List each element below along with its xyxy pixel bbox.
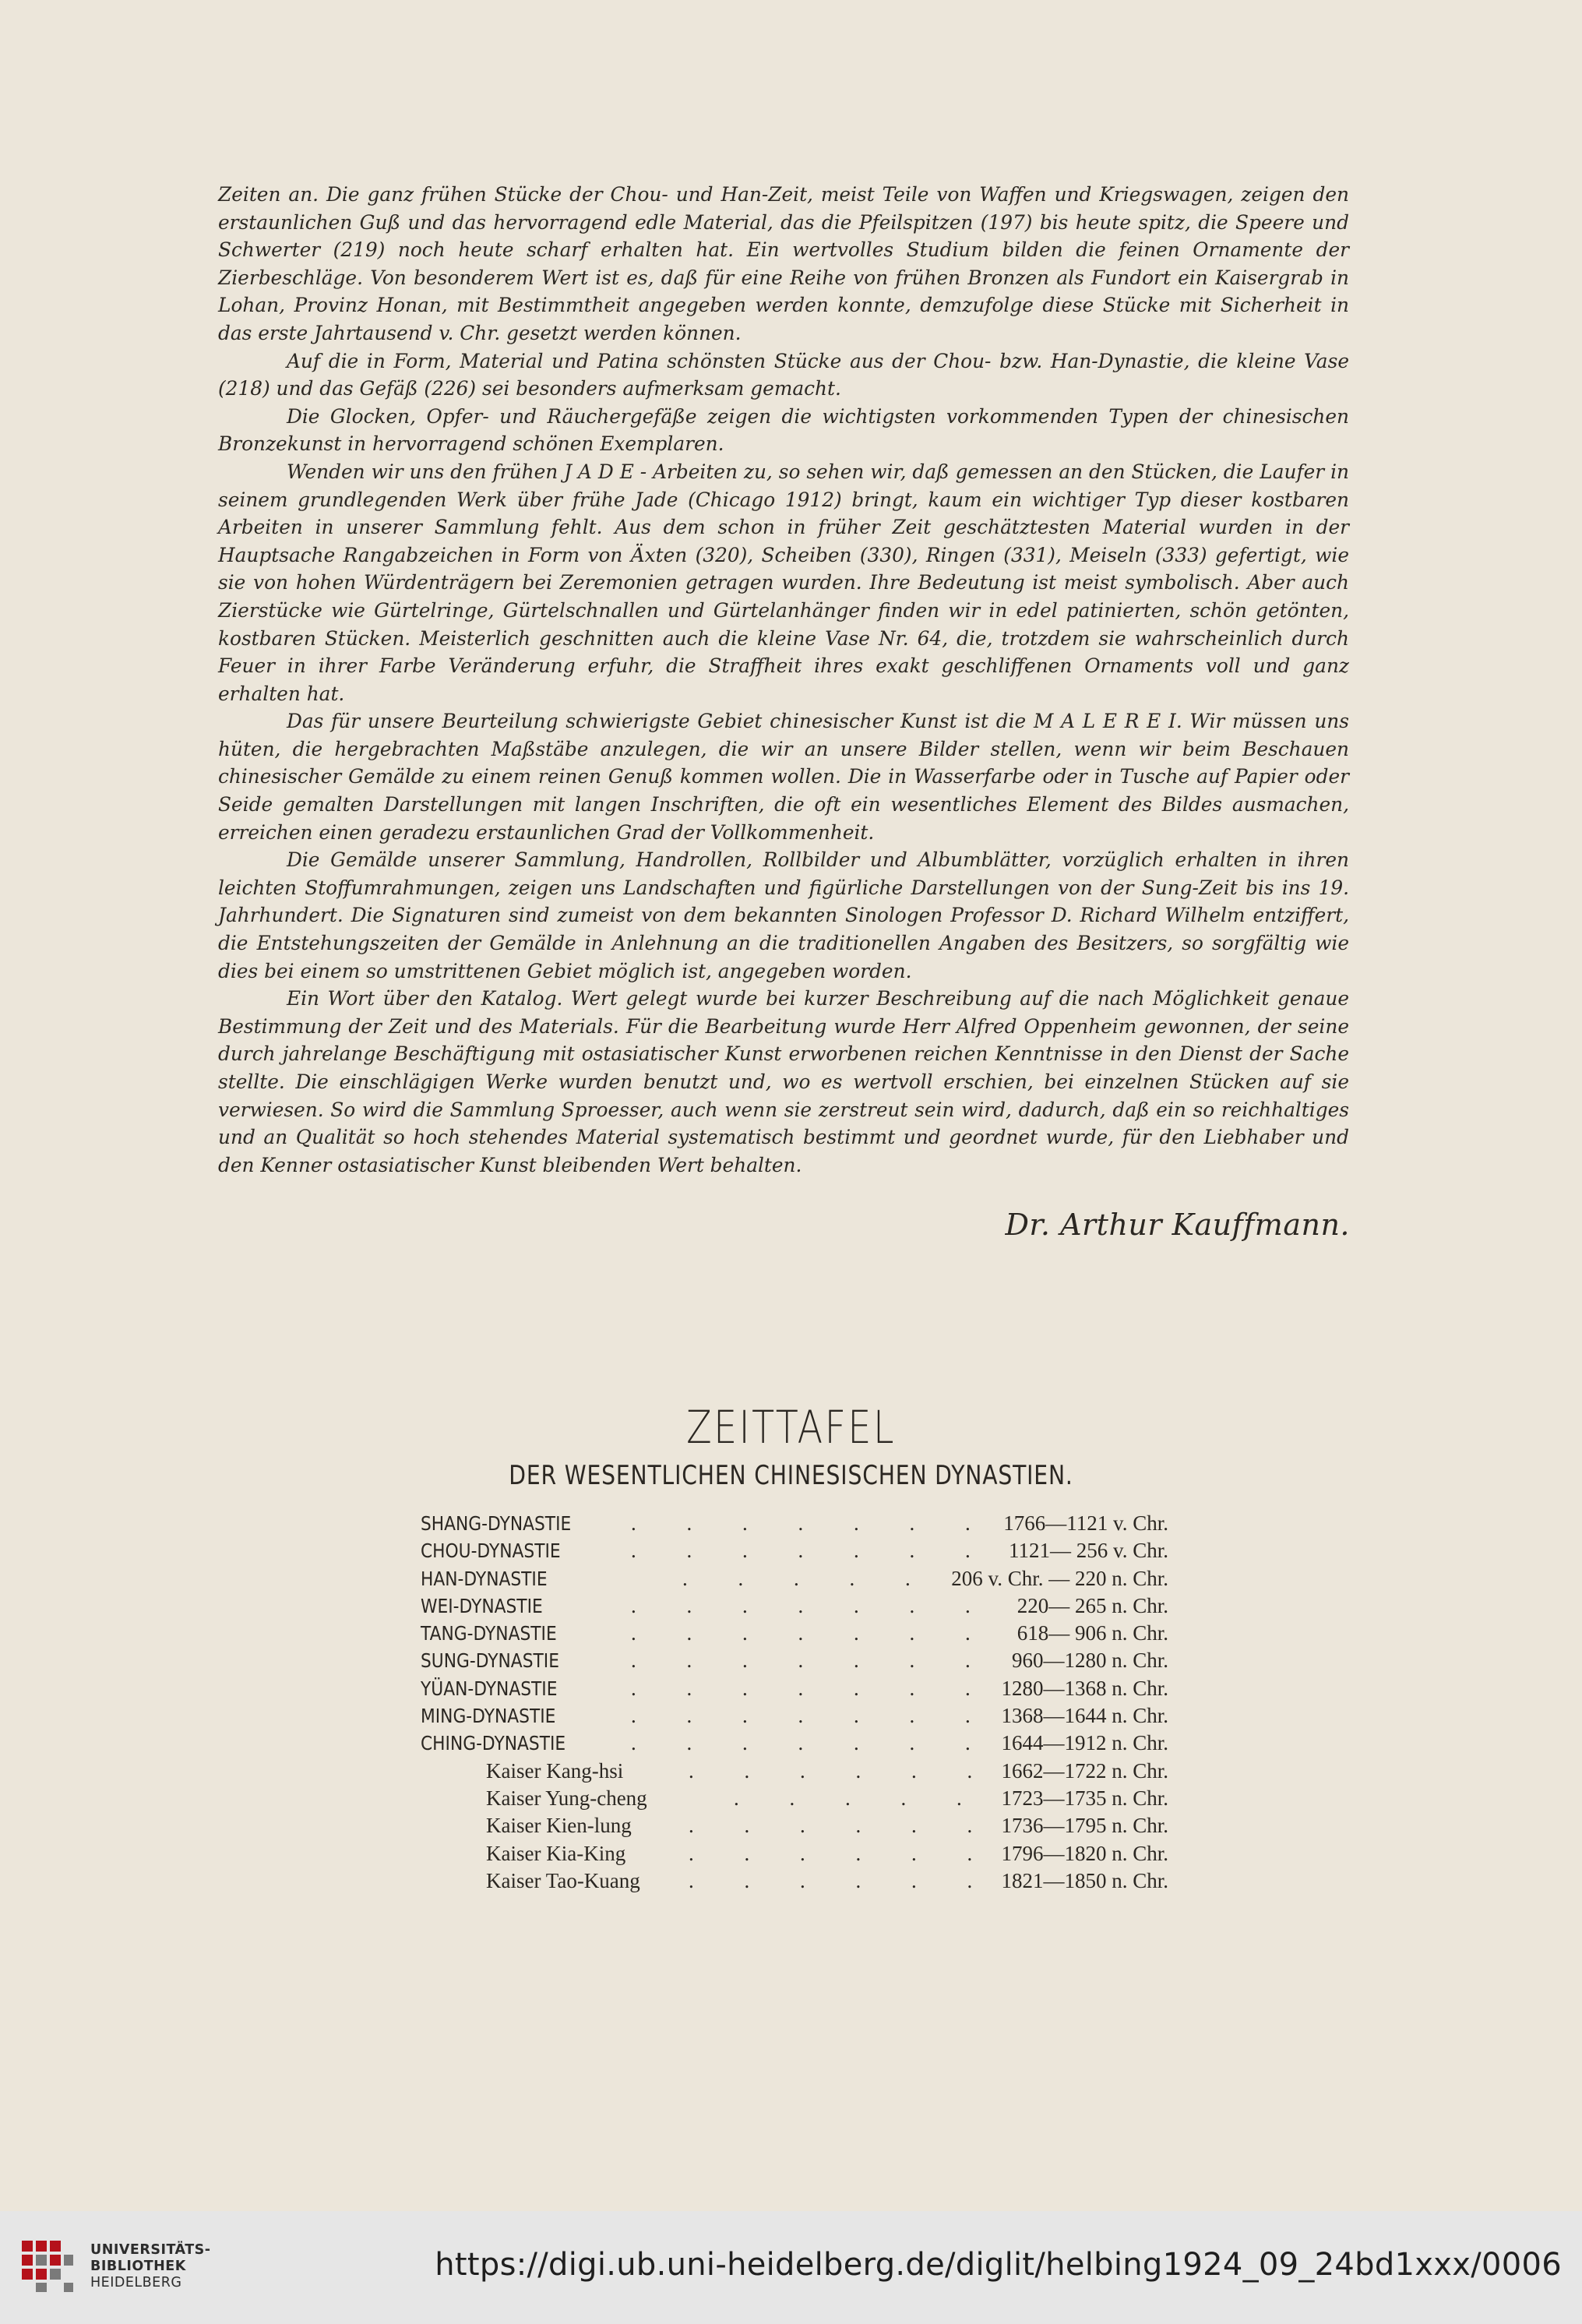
library-name-line: BIBLIOTHEK	[90, 2259, 186, 2274]
emperor-name: Kaiser Kang-hsi	[486, 1758, 624, 1783]
emperor-row	[421, 1758, 1168, 1785]
emperor-name: Kaiser Kia-King	[486, 1841, 626, 1865]
dynasty-dates: 1766—1121 v. Chr.	[1003, 1511, 1168, 1535]
library-name-line: HEIDELBERG	[90, 2275, 182, 2290]
dynasty-name: CHOU-DYNASTIE	[421, 1539, 561, 1563]
emperor-row	[421, 1785, 1168, 1812]
library-footer	[0, 2211, 1582, 2324]
dynasty-row	[421, 1537, 1168, 1564]
dynasty-table	[421, 1510, 1168, 1895]
leader-dots: . . . . . . .	[631, 1731, 993, 1755]
dynasty-dates: 220— 265 n. Chr.	[1016, 1593, 1168, 1617]
emperor-name: Kaiser Yung-cheng	[486, 1786, 647, 1810]
dynasty-dates: 960—1280 n. Chr.	[1011, 1649, 1168, 1673]
emperor-name: Kaiser Kien-lung	[486, 1814, 632, 1838]
paragraph: Zeiten an. Die ganz frühen Stücke der Chou- und Han-Zeit, meist Teile von Waffen und Kriegswagen, zeigen den erstaunlichen Guß und das hervorragend edle Material, das die Pfeilspitzen (197) bis heute spitz, die Speere und Schwerter (219) noch heute scharf erhalten hat. Ein wertvolles Studium bilden die feinen Ornamente der Zierbeschläge. Von besonderem Wert ist es, daß für eine Reihe von frühen Bronzen als Fundort ein Kaisergrab in Lohan, Provinz Honan, mit Bestimmtheit angegeben werden konnte, demzufolge diese Stücke mit Sicherheit in das erste Jahrtausend v. Chr. gesetzt werden können.	[218, 183, 1349, 344]
dynasty-name: CHING-DYNASTIE	[421, 1732, 566, 1755]
dynasty-row	[421, 1510, 1168, 1537]
emperor-dates: 1723—1735 n. Chr.	[1001, 1786, 1168, 1810]
leader-dots: . . . . . .	[689, 1841, 995, 1865]
dynasty-dates: 1368—1644 n. Chr.	[1001, 1704, 1168, 1728]
dynasty-row	[421, 1592, 1168, 1620]
library-name	[90, 2242, 211, 2291]
document-url-link[interactable]: https://digi.ub.uni-heidelberg.de/diglit/helbing1924_09_24bd1xxx/0006	[435, 2247, 1562, 2283]
paragraph: Die Glocken, Opfer- und Räuchergefäße zeigen die wichtigsten vorkommenden Typen der chinesischen Bronzekunst in hervorragend schönen Exemplaren.	[218, 404, 1349, 456]
dynasty-row	[421, 1730, 1168, 1757]
emperor-dates: 1821—1850 n. Chr.	[1001, 1868, 1168, 1892]
timeline-title: ZEITTAFEL	[686, 1401, 896, 1454]
dynasty-name: YÜAN-DYNASTIE	[421, 1677, 558, 1700]
leader-dots: . . . . . . .	[631, 1676, 993, 1700]
emperor-dates: 1662—1722 n. Chr.	[1001, 1758, 1168, 1783]
dynasty-name: WEI-DYNASTIE	[421, 1594, 543, 1617]
dynasty-dates: 618— 906 n. Chr.	[1016, 1621, 1168, 1645]
library-name-line: UNIVERSITÄTS-	[90, 2242, 211, 2258]
paragraph: Das für unsere Beurteilung schwierigste Gebiet chinesischer Kunst ist die M A L E R E I. Wir müssen uns hüten, die hergebrachten Maßstäbe anzulegen, die wir an unsere Bilder stellen, wenn wir beim Beschauen chinesischer Gemälde zu einem reinen Genuß kommen wollen. Die in Wasserfarbe oder in Tusche auf Papier oder Seide gemalten Darstellungen mit langen Inschriften, die oft ein wesentliches Element des Bildes ausmachen, erreichen einen geradezu erstaunlichen Grad der Vollkommenheit.	[218, 710, 1349, 844]
dynasty-dates: 1644—1912 n. Chr.	[1001, 1731, 1168, 1755]
leader-dots: . . . . . . .	[631, 1704, 993, 1728]
leader-dots: . . . . .	[734, 1786, 985, 1810]
leader-dots: . . . . . .	[689, 1758, 995, 1783]
paragraph: Auf die in Form, Material und Patina schönsten Stücke aus der Chou- bzw. Han-Dynastie, die kleine Vase (218) und das Gefäß (226) sei besonders aufmerksam gemacht.	[218, 349, 1349, 400]
dynasty-name: TANG-DYNASTIE	[421, 1622, 557, 1645]
dynasty-dates: 1280—1368 n. Chr.	[1001, 1676, 1168, 1700]
leader-dots: . . . . . . .	[631, 1539, 993, 1563]
dynasty-name: MING-DYNASTIE	[421, 1705, 556, 1728]
leader-dots: . . . . . . .	[631, 1621, 993, 1645]
dynasty-row	[421, 1565, 1168, 1592]
dynasty-dates: 206 v. Chr. — 220 n. Chr.	[951, 1566, 1168, 1590]
dynasty-row	[421, 1702, 1168, 1730]
paragraph: Wenden wir uns den frühen J A D E - Arbeiten zu, so sehen wir, daß gemessen an den Stücken, die Laufer in seinem grundlegenden Werk über frühe Jade (Chicago 1912) bringt, kaum ein wichtiger Typ dieser kostbaren Arbeiten in unserer Sammlung fehlt. Aus dem schon in früher Zeit geschätztesten Material wurden in der Hauptsache Rangabzeichen in Form von Äxten (320), Scheiben (330), Ringen (331), Meiseln (333) gefertigt, wie sie von hohen Würdenträgern bei Zeremonien getragen wurden. Ihre Bedeutung ist meist symbolisch. Aber auch Zierstücke wie Gürtelringe, Gürtelschnallen und Gürtelanhänger finden wir in edel patinierten, schön getönten, kostbaren Stücken. Meisterlich geschnitten auch die kleine Vase Nr. 64, die, trotzdem sie wahrscheinlich durch Feuer in ihrer Farbe Veränderung erfuhr, die Straffheit ihres exakt geschliffenen Ornaments voll und ganz erhalten hat.	[218, 460, 1349, 705]
library-logo-icon	[19, 2238, 76, 2295]
paragraph: Die Gemälde unserer Sammlung, Handrollen, Rollbilder und Albumblätter, vorzüglich erhalten in ihren leichten Stoffumrahmungen, zeigen uns Landschaften und figürliche Darstellungen von der Sung-Zeit bis ins 19. Jahrhundert. Die Signaturen sind zumeist von dem bekannten Sinologen Professor D. Richard Wilhelm entziffert, die Entstehungszeiten der Gemälde in Anlehnung an die traditionellen Angaben des Besitzers, so sorgfältig wie dies bei einem so umstrittenen Gebiet möglich ist, angegeben worden.	[218, 848, 1349, 982]
dynasty-row	[421, 1620, 1168, 1647]
dynasty-name: SHANG-DYNASTIE	[421, 1512, 572, 1535]
emperor-dates: 1796—1820 n. Chr.	[1001, 1841, 1168, 1865]
article-body	[218, 181, 1349, 1179]
dynasty-name: HAN-DYNASTIE	[421, 1567, 548, 1590]
dynasty-row	[421, 1675, 1168, 1702]
dynasty-name: SUNG-DYNASTIE	[421, 1649, 559, 1673]
emperor-name: Kaiser Tao-Kuang	[486, 1868, 640, 1892]
author-signature: Dr. Arthur Kauffmann.	[1005, 1208, 1350, 1242]
emperor-row	[421, 1840, 1168, 1867]
dynasty-dates: 1121— 256 v. Chr.	[1008, 1539, 1168, 1563]
dynasty-row	[421, 1647, 1168, 1674]
leader-dots: . . . . . .	[689, 1814, 995, 1838]
paragraph: Ein Wort über den Katalog. Wert gelegt wurde bei kurzer Beschreibung auf die nach Möglichkeit genaue Bestimmung der Zeit und des Materials. Für die Bearbeitung wurde Herr Alfred Oppenheim gewonnen, der seine durch jahrelange Beschäftigung mit ostasiatischer Kunst erworbenen reichen Kenntnisse in den Dienst der Sache stellte. Die einschlägigen Werke wurden benutzt und, wo es wertvoll erschien, bei einzelnen Stücken auf sie verwiesen. So wird die Sammlung Sproesser, auch wenn sie zerstreut sein wird, dadurch, daß ein so reichhaltiges und an Qualität so hoch stehendes Material systematisch bestimmt und geordnet wurde, für den Liebhaber und den Kenner ostasiatischer Kunst bleibenden Wert behalten.	[218, 987, 1349, 1176]
leader-dots: . . . . . . .	[631, 1649, 993, 1673]
timeline-subtitle: DER WESENTLICHEN CHINESISCHEN DYNASTIEN.	[509, 1460, 1073, 1491]
leader-dots: . . . . . . .	[631, 1511, 993, 1535]
leader-dots: . . . . .	[682, 1566, 933, 1590]
emperor-row	[421, 1812, 1168, 1839]
emperor-dates: 1736—1795 n. Chr.	[1001, 1814, 1168, 1838]
leader-dots: . . . . . .	[689, 1868, 995, 1892]
emperor-row	[421, 1867, 1168, 1895]
leader-dots: . . . . . . .	[631, 1593, 993, 1617]
